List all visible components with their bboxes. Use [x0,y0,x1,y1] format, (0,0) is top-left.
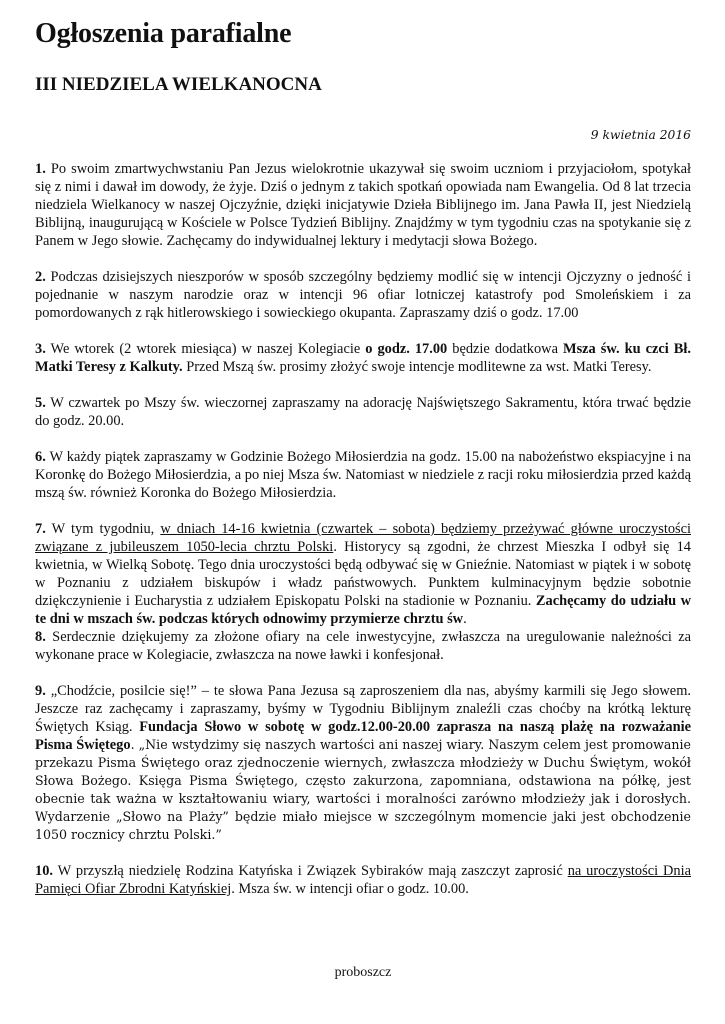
document-page [35,0,691,1024]
announcement-9 [35,862,691,898]
announcement-text-segment: w dniach 14-16 kwietnia (czwartek – sobota) będziemy przeżywać główne uroczystości związane z jubileuszem 1050-lecia chrztu Polski [35,521,691,555]
announcement-text-segment: będzie dodatkowa [447,341,563,357]
announcement-8 [35,682,691,844]
announcement-text-segment: . Msza św. w intencji ofiar o godz. 10.00. [231,881,469,897]
announcement-text-segment: . „Nie wstydzimy się naszych wartości ani naszej wiary. Naszym celem jest promowanie przekazu Pisma Świętego oraz zjednoczenie wiernych, zwłaszcza młodzieży w Duchu Świętym, wokół Słowa Bożego. Księga Pisma Świętego, często zakurzona, zapomniana, odstawiona na półkę, jest obecnie tak ważna w kształtowaniu wiary, wartości i moralności zarówno młodzieży jak i dorosłych. Wydarzenie „Słowo na Plaży” będzie miało miejsce w szczególnym momencie jaki jest obchodzenie 1050 rocznicy chrztu Polski.” [35,737,691,842]
announcement-3 [35,340,691,376]
announcement-4 [35,394,691,430]
announcement-text-segment: W czwartek po Mszy św. wieczornej zapraszamy na adorację Najświętszego Sakramentu, która trwać będzie do godz. 20.00. [35,395,691,429]
announcement-text-segment: Po swoim zmartwychwstaniu Pan Jezus wielokrotnie ukazywał się swoim uczniom i przyjaciołom, spotykał się z nimi i dawał im dowody, że żyje. Dziś o jednym z takich spotkań opowiada nam Ewangelia. Od 8 lat trzecia niedziela Wielkanocy w naszej Ojczyźnie, dzięki inicjatywie Dzieła Biblijnego im. Jana Pawła II, jest Niedzielą Biblijną, inaugurującą w Kościele w Polsce Tydzień Biblijny. Znajdźmy w tym tygodniu czas na spotykanie się z Panem w Jego słowie. Zachęcamy do indywidualnej lektury i medytacji słowa Bożego. [35,161,691,249]
announcements-list [35,160,691,916]
announcement-text-segment: . Historycy są zgodni, że chrzest Mieszka I odbył się 14 kwietnia, w Wielką Sobotę. Tego dnia uroczystości będą odbywać się w Gnieźnie. Natomiast w piątek i w sobotę w Poznaniu z udziałem biskupów i władz państwowych. Punktem kulminacyjnym będzie sobotnie dziękczynienie i Eucharystia z udziałem Episkopatu Polski na stadionie w Poznaniu. [35,539,691,609]
announcement-text-segment: We wtorek (2 wtorek miesiąca) w naszej Kolegiacie [45,341,366,357]
announcement-number: 8. [35,629,46,645]
announcement-text-segment: W każdy piątek zapraszamy w Godzinie Bożego Miłosierdzia na godz. 15.00 na nabożeństwo ekspiacyjne i na Koronkę do Bożego Miłosierdzia, a po niej Msza św. Natomiast w niedziele z racji roku miłosierdzia przed każdą mszą św. również Koronka do Bożego Miłosierdzia. [35,449,691,501]
announcement-text-segment: W tym tygodniu, [45,521,161,537]
announcement-number: 7. [35,521,46,537]
announcement-6 [35,520,691,628]
page-subtitle: III NIEDZIELA WIELKANOCNA [35,74,322,95]
announcement-number: 10. [35,863,53,879]
announcement-number: 2. [35,269,46,285]
announcement-number: 9. [35,683,46,699]
signature: proboszcz [334,965,392,980]
announcement-number: 1. [35,161,46,177]
announcement-text-segment: . [463,611,467,627]
announcement-text-segment: W przyszłą niedzielę Rodzina Katyńska i Związek Sybiraków mają zaszczyt zaprosić [53,863,568,879]
announcement-text-segment: Zachęcamy do udziału w te dni w mszach św. podczas których odnowimy przymierze chrztu św [35,593,691,627]
announcement-number: 6. [35,449,46,465]
announcement-1 [35,160,691,250]
announcement-text-segment: Fundacja Słowo w sobotę w godz.12.00-20.00 zaprasza na naszą plażę na rozważanie Pisma Świętego [35,719,691,753]
announcement-number: 3. [35,341,46,357]
announcement-text-segment: o godz. 17.00 [365,341,448,357]
announcement-number: 5. [35,395,46,411]
publication-date: 9 kwietnia 2016 [590,128,691,142]
announcement-text-segment: Serdecznie dziękujemy za złożone ofiary na cele inwestycyjne, zwłaszcza na uregulowanie należności za wykonane prace w Kolegiacie, zwłaszcza na nowe ławki i konfesjonał. [35,629,691,663]
announcement-2 [35,268,691,322]
announcement-text-segment: Podczas dzisiejszych nieszporów w sposób szczególny będziemy modlić się w intencji Ojczyzny o jedność i pojednanie w naszym narodzie oraz w intencji 96 ofiar lotniczej katastrofy pod Smoleńskiem i za pomordowanych z rąk hitlerowskiego i sowieckiego okupanta. Zapraszamy dziś o godz. 17.00 [35,269,691,321]
page-title: Ogłoszenia parafialne [35,18,292,49]
announcement-text-segment: „Chodźcie, posilcie się!” – te słowa Pana Jezusa są zaproszeniem dla nas, abyśmy karmili się Jego słowem. Jeszcze raz zachęcamy i zapraszamy, byśmy w Tygodniu Biblijnym znaleźli czas choćby na krótką lekturę Świętych Ksiąg. [35,683,691,735]
announcement-text-segment: Msza św. ku czci Bł. Matki Teresy z Kalkuty. [35,341,691,375]
announcement-7 [35,628,691,664]
announcement-text-segment: Przed Mszą św. prosimy złożyć swoje intencje modlitewne za wst. Matki Teresy. [182,359,652,375]
announcement-5 [35,448,691,502]
announcement-text-segment: na uroczystości Dnia Pamięci Ofiar Zbrodni Katyńskiej [35,863,691,897]
